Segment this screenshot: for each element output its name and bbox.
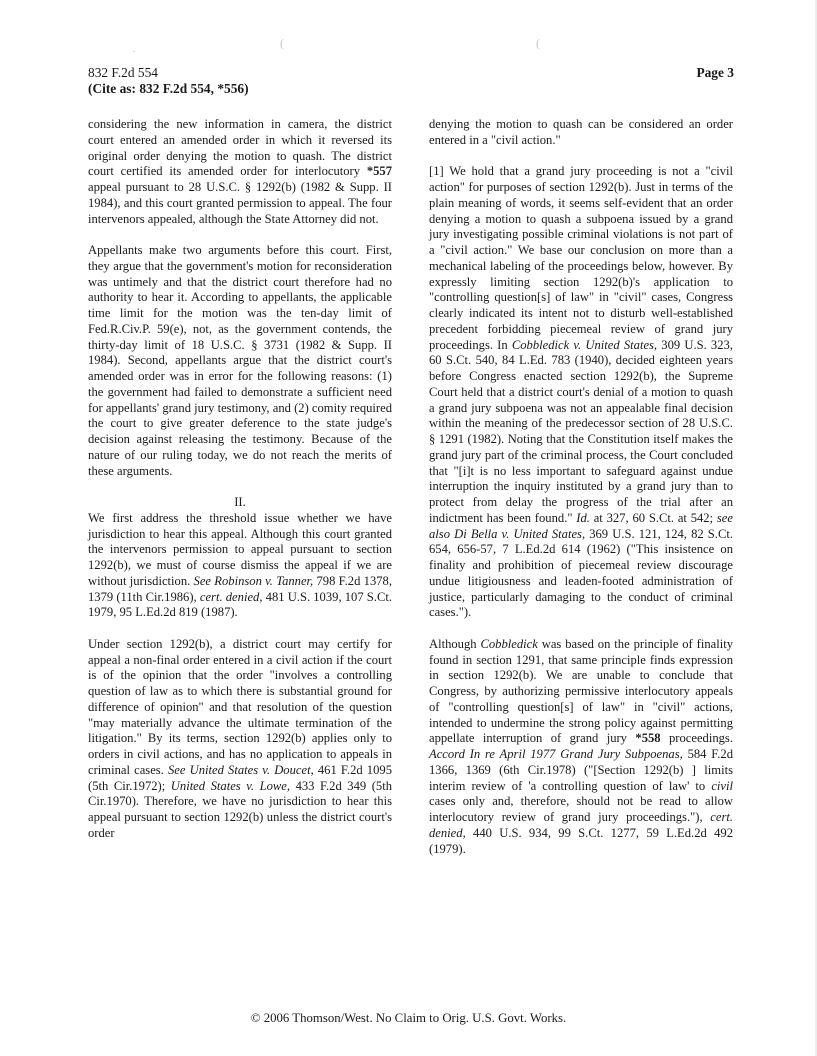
scan-speck: ( bbox=[536, 36, 540, 50]
paragraph: Appellants make two arguments before this court. First, they argue that the government's motion for reconsideration was untimely and that the district court therefore had no authority to hear it. According to appellants, the applicable time limit for the motion was the ten-day limit of Fed.R.Civ.P. 59(e), not, as the government contends, the thirty-day limit of 18 U.S.C. § 3731 (1982 & Supp. II 1984). Second, appellants argue that the district court's amended order was in error for the following reasons: (1) the government had failed to demonstrate a sufficient need for appellants' grand jury testimony, and (2) comity required the court to give greater deference to the state judge's decision against releasing the testimony. Because of the nature of our ruling today, we do not reach the merits of these arguments. bbox=[88, 243, 392, 478]
paragraph: Although Cobbledick was based on the principle of finality found in section 1291, that same principle finds expression in section 1292(b). We are unable to conclude that Congress, by authorizing permissive interlocutory appeals of "controlling question[s] of law" in "civil" actions, intended to undermine the strong policy against permitting appellate interruption of grand jury *558 proceedings. Accord In re April 1977 Grand Jury Subpoenas, 584 F.2d 1366, 1369 (6th Cir.1978) ("[Section 1292(b) ] limits interim review of 'a controlling question of law' to civil cases only and, therefore, should not be read to allow interlocutory review of grand jury proceedings."), cert. denied, 440 U.S. 934, 99 S.Ct. 1277, 59 L.Ed.2d 492 (1979). bbox=[429, 636, 733, 856]
right-column bbox=[429, 117, 733, 857]
paragraph: considering the new information in camera, the district court entered an amended order in which it reversed its original order denying the motion to quash. The district court certified its amended order for interlocutory *557 appeal pursuant to 28 U.S.C. § 1292(b) (1982 & Supp. II 1984), and this court granted permission to appeal. The four intervenors appealed, although the State Attorney did not. bbox=[88, 117, 392, 226]
page-header bbox=[88, 65, 734, 97]
cite-as: (Cite as: 832 F.2d 554, *556) bbox=[88, 81, 249, 96]
left-column bbox=[88, 117, 392, 842]
paragraph: [1] We hold that a grand jury proceeding is not a "civil action" for purposes of section 1292(b). Just in terms of the plain meaning of words, it seems self-evident that an order denying a motion to quash a subpoena issued by a grand jury investigating possible criminal violations is not part of a "civil action." We base our conclusion on more than a mechanical labeling of the proceedings below, however. By expressly limiting section 1292(b)'s application to "controlling question[s] of law" in "civil" cases, Congress clearly indicated its intent not to disturb well-established precedent forbidding piecemeal review of grand jury proceedings. In Cobbledick v. United States, 309 U.S. 323, 60 S.Ct. 540, 84 L.Ed. 783 (1940), decided eighteen years before Congress enacted section 1292(b), the Supreme Court held that a district court's denial of a motion to quash a grand jury subpoena was not an appealable final decision within the meaning of the predecessor section of 28 U.S.C. § 1291 (1982). Noting that the Constitution itself makes the grand jury part of the criminal process, the Court concluded that "[i]t is no less important to safeguard against undue interruption the inquiry instituted by a grand jury than to protect from delay the progress of the trial after an indictment has been found." Id. at 327, 60 S.Ct. at 542; see also Di Bella v. United States, 369 U.S. 121, 124, 82 S.Ct. 654, 656-57, 7 L.Ed.2d 614 (1962) ("This insistence on finality and prohibition of piecemeal review discourage undue litigiousness and leaden-footed administration of justice, particularly damaging to the conduct of criminal cases."). bbox=[429, 164, 733, 620]
page-number: Page 3 bbox=[696, 65, 734, 80]
paragraph: We first address the threshold issue whether we have jurisdiction to hear this appeal. Although this court granted the intervenors permission to appeal pursuant to section 1292(b), we must of course dismiss the appeal if we are without jurisdiction. See Robinson v. Tanner, 798 F.2d 1378, 1379 (11th Cir.1986), cert. denied, 481 U.S. 1039, 107 S.Ct. 1979, 95 L.Ed.2d 819 (1987). bbox=[88, 510, 393, 620]
citation: 832 F.2d 554 bbox=[88, 65, 158, 80]
scan-speck: · bbox=[132, 44, 136, 58]
paragraph: Under section 1292(b), a district court may certify for appeal a non-final order entered in a civil action if the court is of the opinion that the order "involves a controlling question of law as to which there is substantial ground for difference of opinion" and that resolution of the question "may materially advance the ultimate termination of the litigation." By its terms, section 1292(b) applies only to orders in civil actions, and has no application to appeals in criminal cases. See United States v. Doucet, 461 F.2d 1095 (5th Cir.1972); United States v. Lowe, 433 F.2d 349 (5th Cir.1970). Therefore, we have no jurisdiction to hear this appeal pursuant to section 1292(b) unless the district court's order bbox=[88, 636, 392, 840]
paragraph: denying the motion to quash can be considered an order entered in a "civil action." bbox=[429, 117, 733, 147]
copyright-footer: © 2006 Thomson/West. No Claim to Orig. U.S. Govt. Works. bbox=[250, 1011, 567, 1025]
section-heading: II. bbox=[234, 495, 246, 509]
scan-speck: ( bbox=[280, 36, 284, 50]
